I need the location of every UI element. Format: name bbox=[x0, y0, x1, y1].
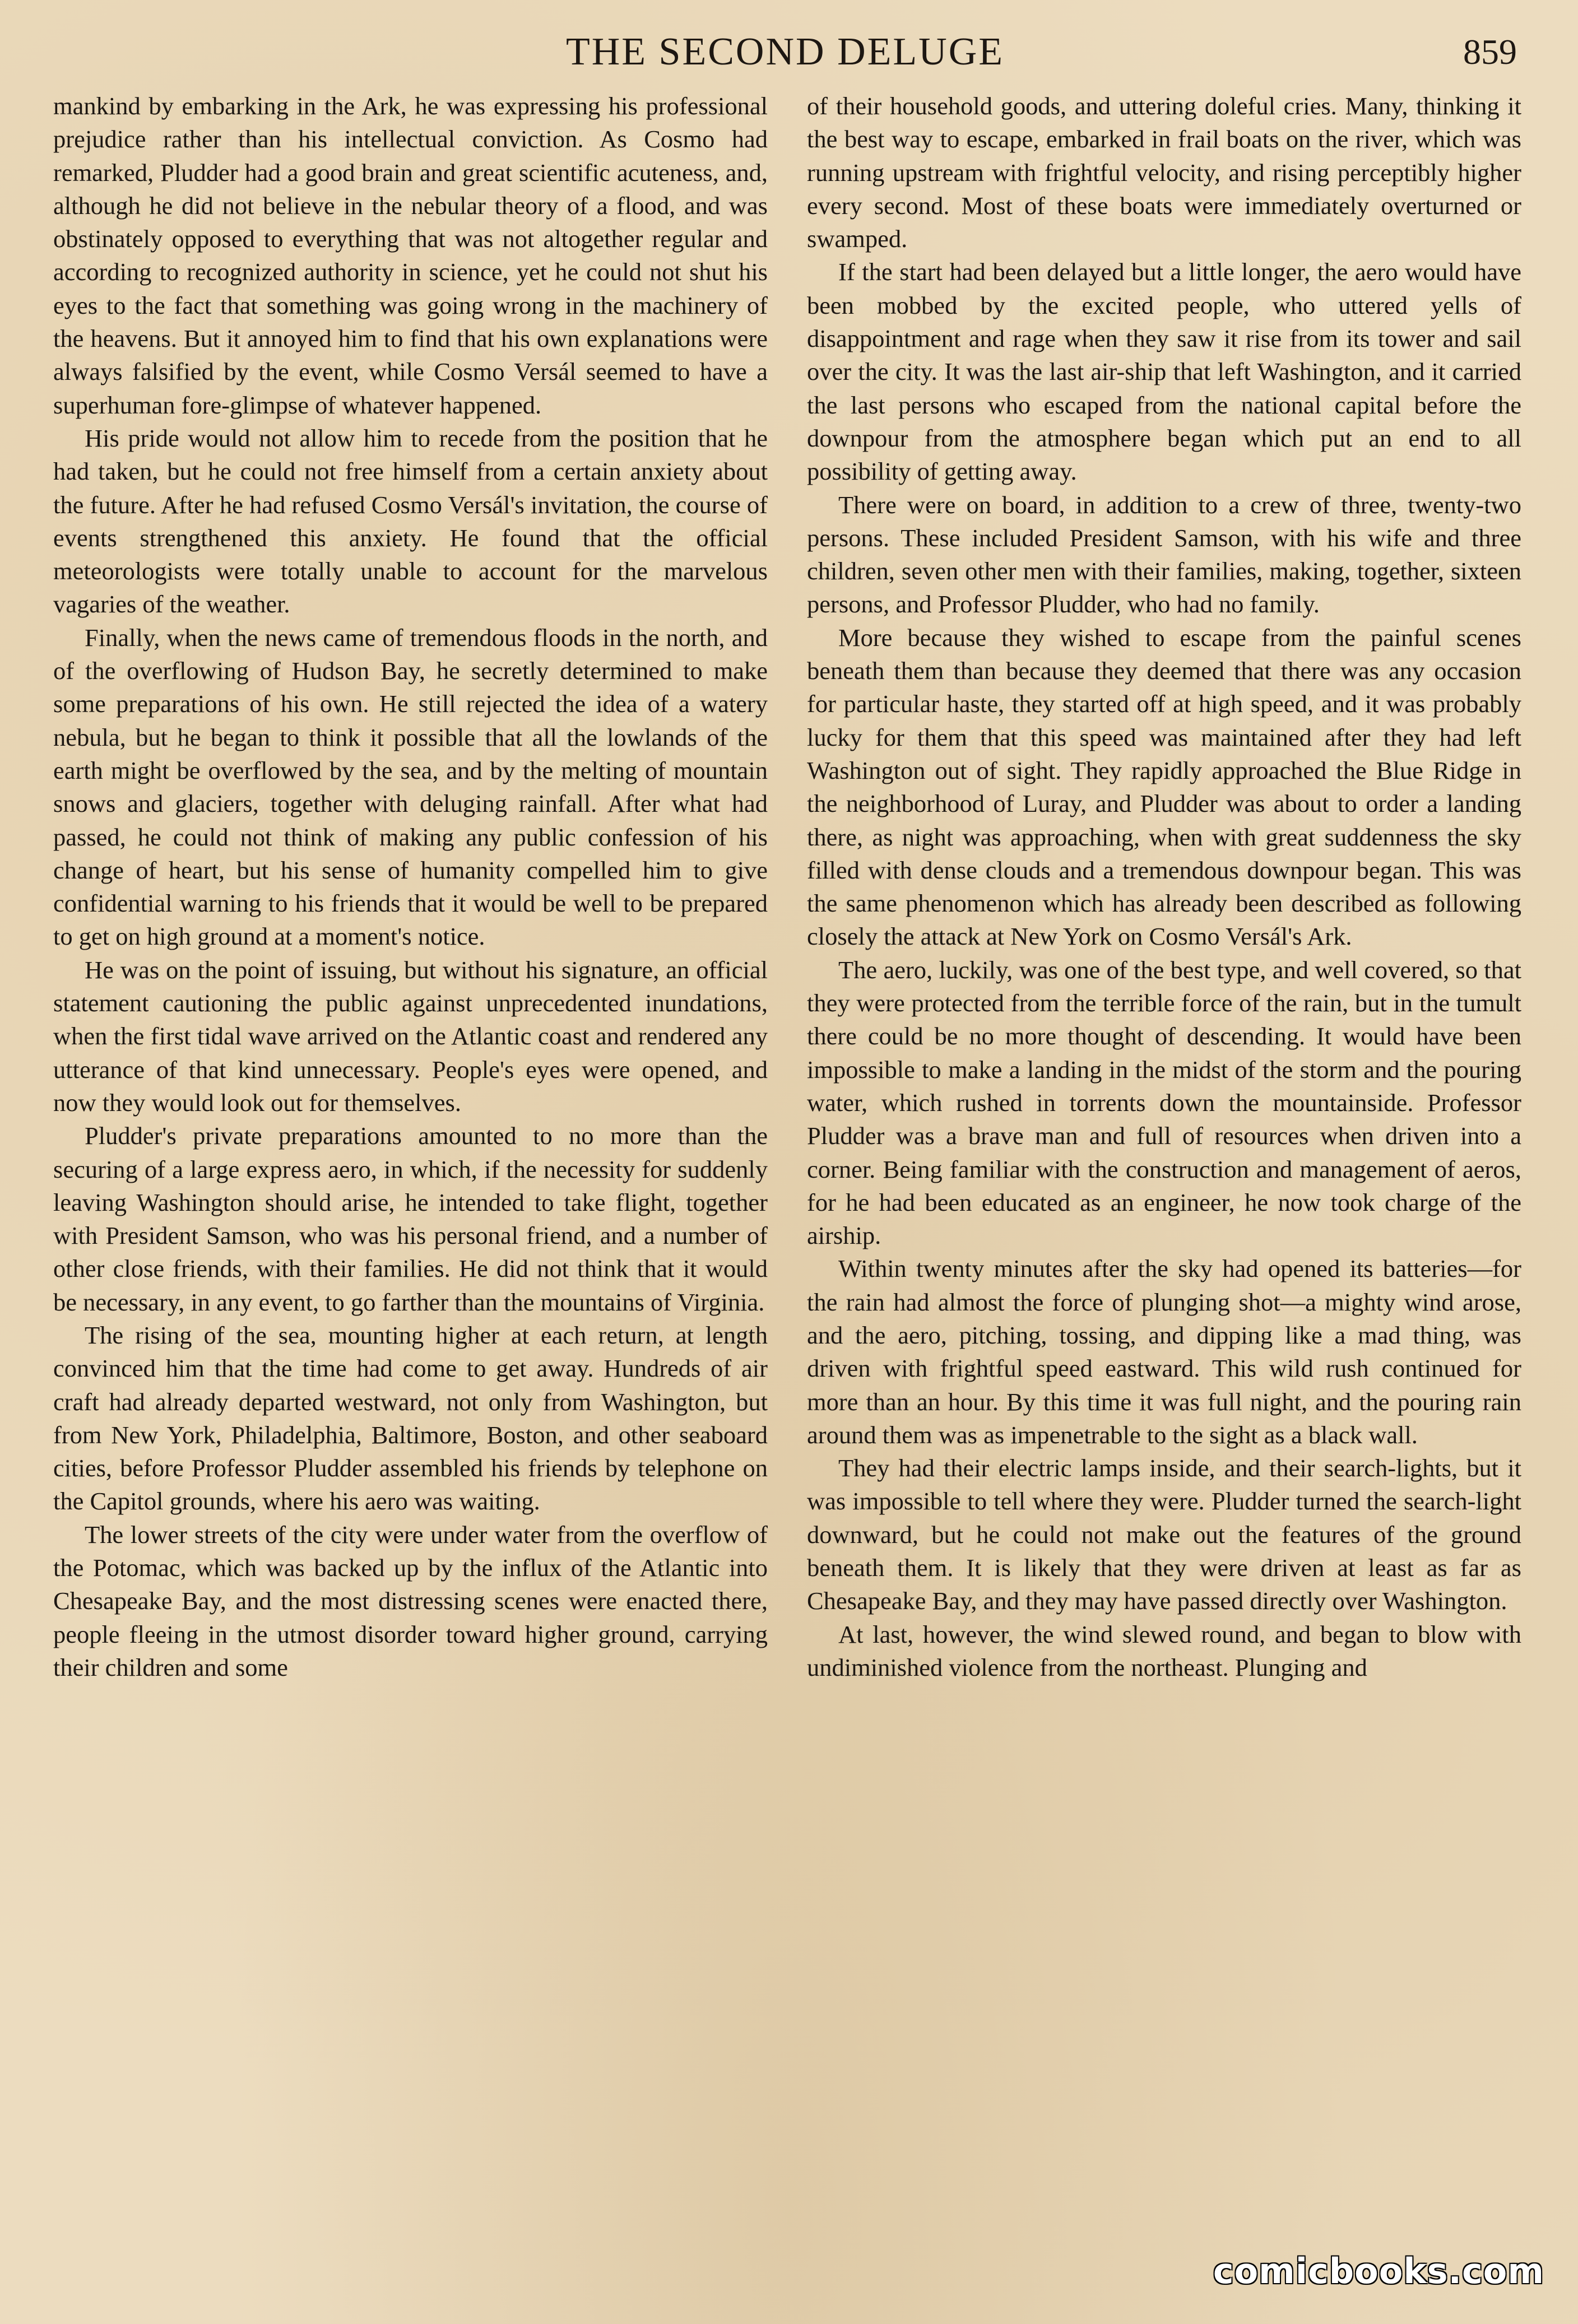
paragraph: If the start had been delayed but a little longer, the aero would have been mobbed by the excited people, who uttered yells of disappointment and rage when they saw it rise from its tower and sail over the city. It was the last air-ship that left Washington, and it carried the last persons who escaped from the national capital before the downpour from the atmosphere began which put an end to all possibility of getting away. bbox=[807, 258, 1521, 486]
left-column bbox=[53, 90, 768, 1684]
paragraph: Pludder's private preparations amounted to no more than the securing of a large express aero, in which, if the necessity for suddenly leaving Washington should arise, he intended to take flight, together with President Samson, who was his personal friend, and a number of other close friends, with their families. He did not think that it would be necessary, in any event, to go farther than the mountains of Virginia. bbox=[53, 1122, 768, 1316]
paragraph: The lower streets of the city were under water from the overflow of the Potomac, which was backed up by the influx of the Atlantic into Chesapeake Bay, and the most distressing scenes were enacted there, people fleeing in the utmost disorder toward higher ground, carrying their children and some bbox=[53, 1520, 768, 1681]
paragraph: More because they wished to escape from the painful scenes beneath them than because they deemed that there was any occasion for particular haste, they started off at high speed, and it was probably lucky for them that this speed was maintained after they had left Washington out of sight. They rapidly approached the Blue Ridge in the neighborhood of Luray, and Pludder was about to order a landing there, as night was approaching, when with great suddenness the sky filled with dense clouds and a tremendous downpour began. This was the same phenomenon which has already been described as following closely the attack at New York on Cosmo Versál's Ark. bbox=[807, 623, 1521, 951]
paragraph: At last, however, the wind slewed round, and began to blow with undiminished violence from the northeast. Plunging and bbox=[807, 1620, 1521, 1681]
paragraph: mankind by embarking in the Ark, he was expressing his professional prejudice rather than his intellectual conviction. As Cosmo had remarked, Pludder had a good brain and great scientific acuteness, and, although he did not believe in the nebular theory of a flood, and was obstinately opposed to everything that was not altogether regular and according to recognized authority in science, yet he could not shut his eyes to the fact that something was going wrong in the machinery of the heavens. But it annoyed him to find that his own explanations were always falsified by the event, while Cosmo Versál seemed to have a superhuman fore-glimpse of whatever happened. bbox=[53, 92, 768, 419]
page-number: 859 bbox=[1463, 32, 1517, 72]
paragraph: Finally, when the news came of tremendous floods in the north, and of the overflowing of Hudson Bay, he secretly determined to make some preparations of his own. He still rejected the idea of a watery nebula, but he began to think it possible that all the lowlands of the earth might be overflowed by the sea, and by the melting of mountain snows and glaciers, together with deluging rainfall. After what had passed, he could not think of making any public confession of his change of heart, but his sense of humanity compelled him to give confidential warning to his friends that it would be well to be prepared to get on high ground at a moment's notice. bbox=[53, 623, 768, 951]
page-header bbox=[53, 27, 1517, 77]
paragraph: His pride would not allow him to recede from the position that he had taken, but he could not free himself from a certain anxiety about the future. After he had refused Cosmo Versál's invitation, the course of events strengthened this anxiety. He found that the official meteorologists were totally unable to account for the marvelous vagaries of the weather. bbox=[53, 424, 768, 619]
paragraph: They had their electric lamps inside, and their search-lights, but it was impossible to tell where they were. Pludder turned the search-light downward, but he could not make out the features of the ground beneath them. It is likely that they were driven at least as far as Chesapeake Bay, and they may have passed directly over Washington. bbox=[807, 1454, 1521, 1615]
paragraph: He was on the point of issuing, but without his signature, an official statement cautioning the public against unprecedented inundations, when the first tidal wave arrived on the Atlantic coast and rendered any utterance of that kind unnecessary. People's eyes were opened, and now they would look out for themselves. bbox=[53, 955, 768, 1117]
site-watermark: comicbooks.com bbox=[1213, 2251, 1544, 2292]
running-title: THE SECOND DELUGE bbox=[565, 30, 1005, 73]
paragraph: The rising of the sea, mounting higher at each return, at length convinced him that the time had come to get away. Hundreds of air craft had already departed westward, not only from Washington, but from New York, Philadelphia, Baltimore, Boston, and other seaboard cities, before Professor Pludder assembled his friends by telephone on the Capitol grounds, where his aero was waiting. bbox=[53, 1321, 768, 1516]
paragraph: There were on board, in addition to a crew of three, twenty-two persons. These included President Samson, with his wife and three children, seven other men with their families, making, together, sixteen persons, and Professor Pludder, who had no family. bbox=[807, 490, 1521, 619]
paragraph: of their household goods, and uttering doleful cries. Many, thinking it the best way to escape, embarked in frail boats on the river, which was running upstream with frightful velocity, and rising perceptibly higher every second. Most of these boats were immediately overturned or swamped. bbox=[807, 92, 1521, 253]
paragraph: Within twenty minutes after the sky had opened its batteries—for the rain had almost the force of plunging shot—a mighty wind arose, and the aero, pitching, tossing, and dipping like a mad thing, was driven with frightful speed eastward. This wild rush continued for more than an hour. By this time it was full night, and the pouring rain around them was as impenetrable to the sight as a black wall. bbox=[807, 1254, 1521, 1449]
right-column bbox=[807, 90, 1521, 1684]
paragraph: The aero, luckily, was one of the best type, and well covered, so that they were protected from the terrible force of the rain, but in the tumult there could be no more thought of descending. It would have been impossible to make a landing in the midst of the storm and the pouring water, which rushed in torrents down the mountainside. Professor Pludder was a brave man and full of resources when driven into a corner. Being familiar with the construction and management of aeros, for he had been educated as an engineer, he now took charge of the airship. bbox=[807, 955, 1521, 1250]
